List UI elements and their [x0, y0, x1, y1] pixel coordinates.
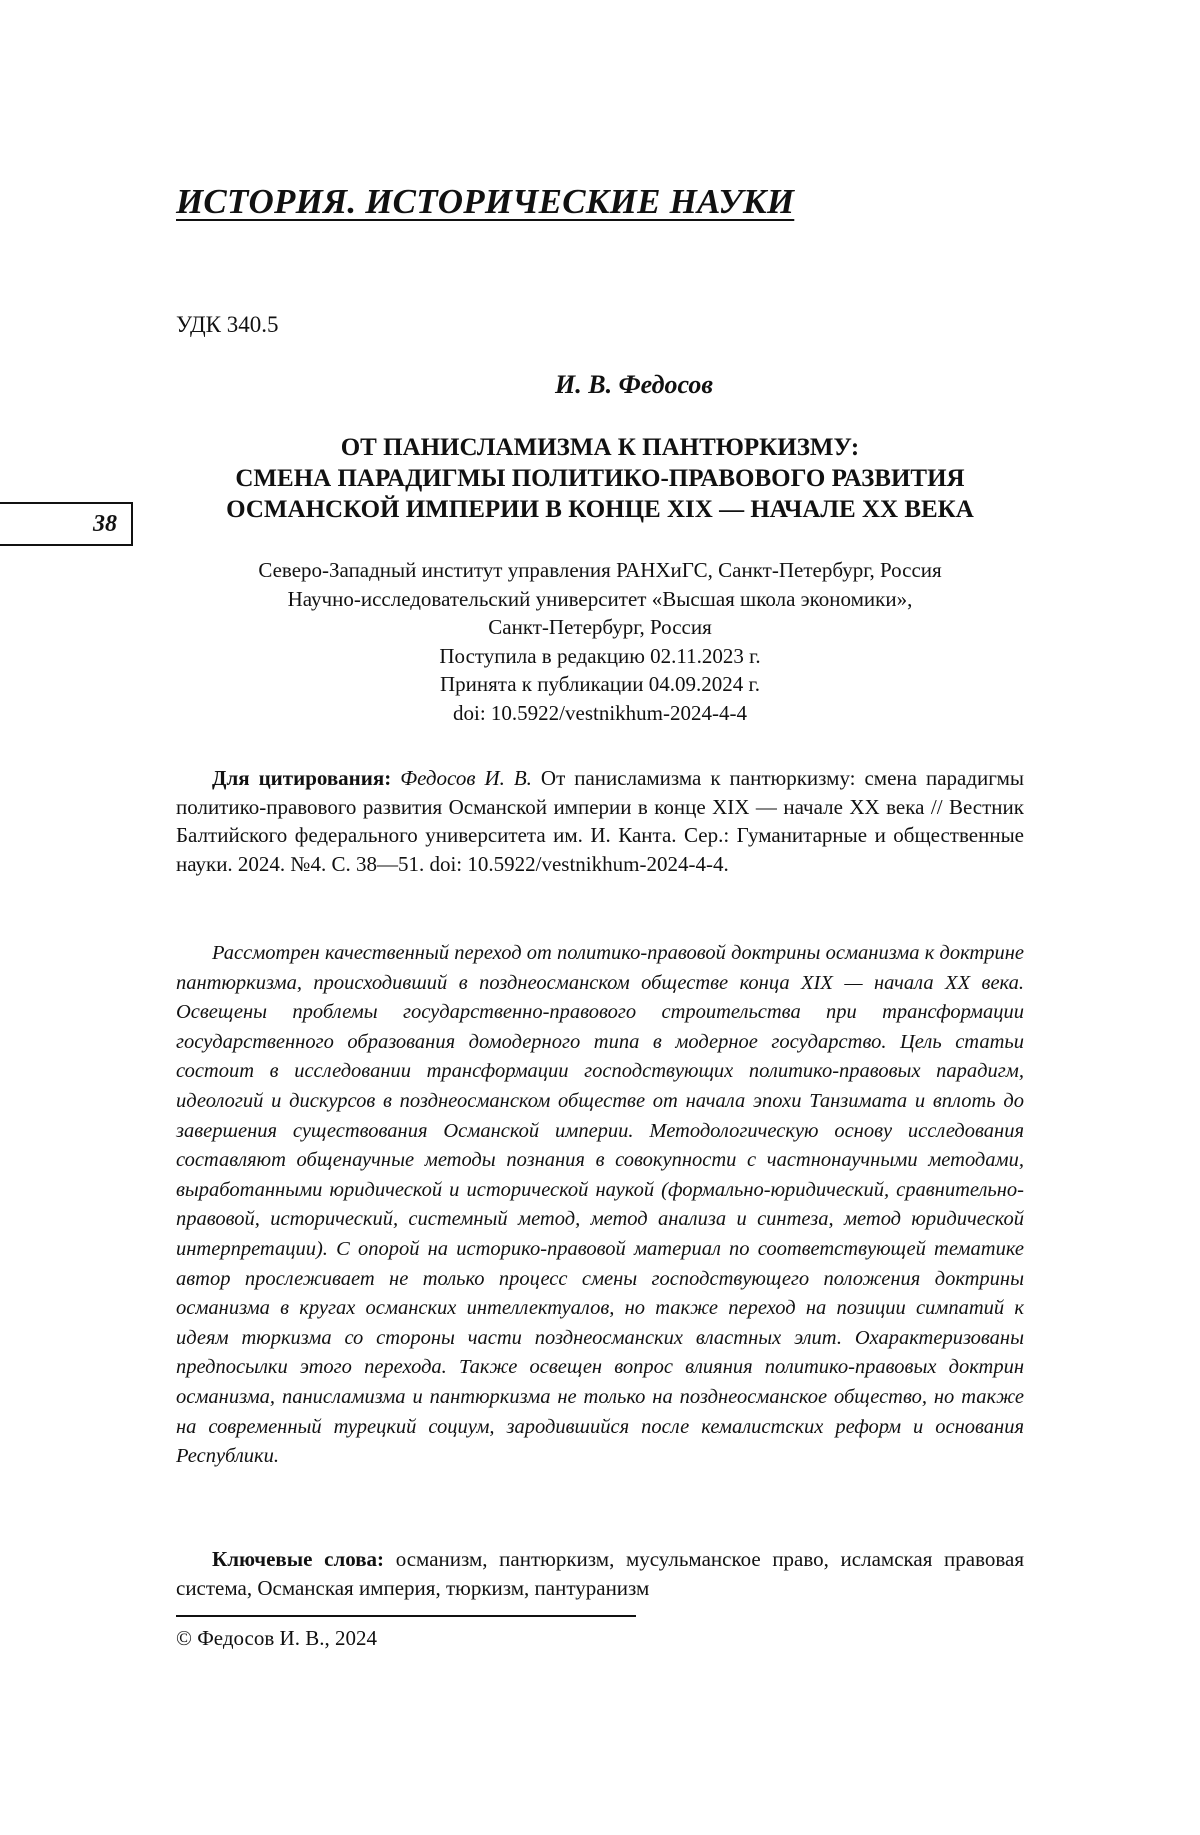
section-heading: ИСТОРИЯ. ИСТОРИЧЕСКИЕ НАУКИ	[176, 182, 795, 221]
copyright: © Федосов И. В., 2024	[176, 1626, 377, 1650]
footnote-divider	[176, 1615, 636, 1617]
citation-block	[176, 764, 1024, 878]
author-name: И. В. Федосов	[555, 370, 713, 399]
keywords-block	[176, 1545, 1024, 1603]
affiliation-2-city: Санкт-Петербург, Россия	[488, 615, 712, 639]
affiliation-2: Научно-исследовательский университет «Высшая школа экономики»,	[287, 586, 913, 611]
affiliations-block	[176, 556, 1024, 727]
received-date: Поступила в редакцию 02.11.2023 г.	[439, 643, 761, 668]
keywords-label: Ключевые слова:	[212, 1547, 385, 1571]
article-title	[176, 432, 1024, 525]
abstract: Рассмотрен качественный переход от политико-правовой доктрины османизма к доктрине пантюркизма, происходивший в позднеосманском обществе конца XIX — начала XX века. Освещены проблемы государственно-правового строительства при трансформации государственного образования домодерного типа в модерное государство. Цель статьи состоит в исследовании трансформации господствующих политико-правовых парадигм, идеологий и дискурсов в позднеосманском обществе от начала эпохи Танзимата и вплоть до завершения существования Османской империи. Методологическую основу исследования составляют общенаучные методы познания в совокупности с частнонаучными методами, выработанными юридической и исторической наукой (формально-юридический, сравнительно-правовой, исторический, системный метод, метод анализа и синтеза, метод юридической интерпретации). С опорой на историко-правовой материал по соответствующей тематике автор прослеживает не только процесс смены господствующего положения доктрины османизма в кругах османских интеллектуалов, но также переход на позиции симпатий к идеям тюркизма со стороны части позднеосманских властных элит. Охарактеризованы предпосылки этого перехода. Также освещен вопрос влияния политико-правовых доктрин османизма, панисламизма и пантюркизма не только на позднеосманское общество, но также на современный турецкий социум, зародившийся после кемалистских реформ и основания Республики.	[176, 942, 1024, 1468]
title-line-3: ОСМАНСКОЙ ИМПЕРИИ В КОНЦЕ XIX — НАЧАЛЕ XX ВЕКА	[226, 496, 974, 523]
title-line-1: ОТ ПАНИСЛАМИЗМА К ПАНТЮРКИЗМУ:	[340, 434, 860, 461]
title-line-2: СМЕНА ПАРАДИГМЫ ПОЛИТИКО-ПРАВОВОГО РАЗВИТИЯ	[235, 465, 965, 492]
citation-text: От панисламизма к пантюркизму: смена парадигмы политико-правового развития Османской империи в конце XIX — начале XX века // Вестник Балтийского федерального университета им. И. Канта. Сер.: Гуманитарные и общественные науки. 2024. №4. С. 38—51. doi: 10.5922/vestnikhum-2024-4-4.	[176, 766, 1024, 876]
citation-label: Для цитирования:	[212, 766, 392, 790]
citation-author: Федосов И. В.	[400, 766, 532, 790]
keywords-text: османизм, пантюркизм, мусульманское право, исламская правовая система, Османская империя, тюркизм, пантуранизм	[176, 1547, 1024, 1600]
accepted-date: Принята к публикации 04.09.2024 г.	[439, 672, 760, 696]
page-number-badge: 38	[0, 502, 133, 546]
affiliation-1: Северо-Западный институт управления РАНХиГС, Санкт-Петербург, Россия	[258, 558, 942, 582]
doi: doi: 10.5922/vestnikhum-2024-4-4	[453, 700, 747, 725]
udk-code: УДК 340.5	[176, 312, 279, 337]
